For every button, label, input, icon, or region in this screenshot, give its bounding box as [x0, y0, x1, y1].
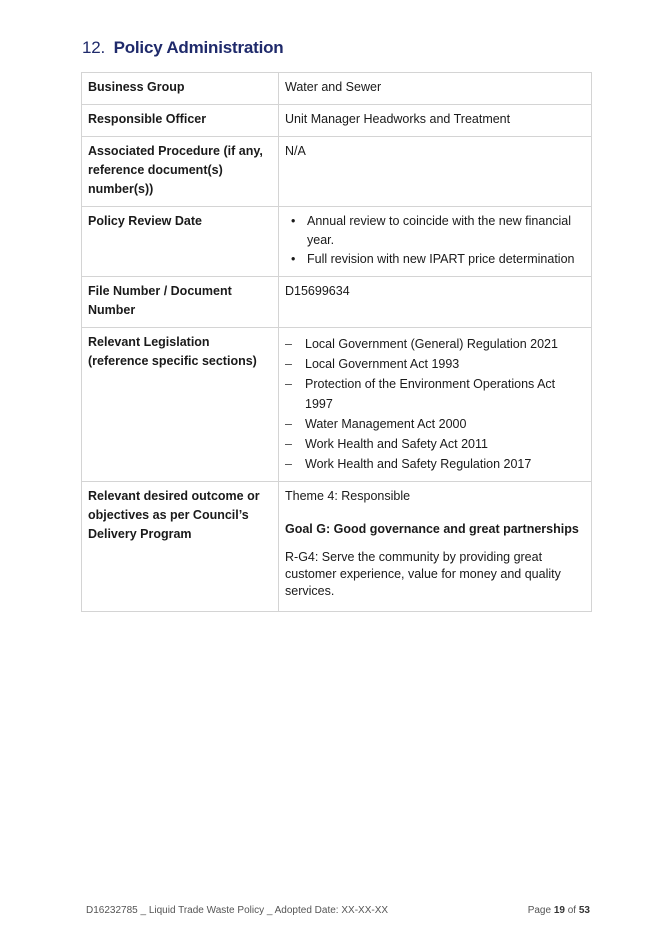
list-item: – Water Management Act 2000: [305, 414, 585, 434]
relevant-legislation-label: Relevant Legislation (reference specific sections): [82, 328, 279, 482]
associated-procedure-label: Associated Procedure (if any, reference document(s) number(s)): [82, 137, 279, 207]
page-current: 19: [553, 905, 565, 916]
business-group-value: Water and Sewer: [279, 73, 592, 105]
theme-text: Theme 4: Responsible: [285, 489, 411, 503]
table-row-relevant-legislation: [82, 328, 592, 482]
table-row-file-number: [82, 277, 592, 328]
table-row-responsible-officer: [82, 105, 592, 137]
objective-text: R-G4: Serve the community by providing great customer experience, value for money and quality services.: [285, 550, 561, 598]
list-item: – Local Government (General) Regulation 2021: [305, 334, 585, 354]
section-number: 12.: [82, 38, 106, 57]
list-item: – Protection of the Environment Operations Act 1997: [305, 374, 585, 414]
section-title: Policy Administration: [113, 38, 284, 57]
responsible-officer-label: Responsible Officer: [82, 105, 279, 137]
table-row-associated-procedure: [82, 137, 592, 207]
list-item: – Work Health and Safety Act 2011: [305, 434, 585, 454]
list-item: • Full revision with new IPART price determination: [307, 250, 585, 269]
policy-review-date-value: [279, 207, 592, 277]
associated-procedure-value: N/A: [279, 137, 592, 207]
legislation-list: [285, 334, 585, 474]
page-prefix: Page: [527, 905, 552, 916]
policy-administration-table: [81, 72, 592, 612]
goal-text: Goal G: Good governance and great partnerships: [285, 522, 579, 536]
page-total: 53: [578, 905, 590, 916]
file-number-value: D15699634: [279, 277, 592, 328]
table-row-business-group: [82, 73, 592, 105]
desired-outcome-value: [279, 482, 592, 612]
footer-doc-info: D16232785 _ Liquid Trade Waste Policy _ Adopted Date: XX-XX-XX: [86, 905, 389, 916]
file-number-label: File Number / Document Number: [82, 277, 279, 328]
review-date-list: [285, 212, 585, 269]
desired-outcome-label: Relevant desired outcome or objectives as per Council’s Delivery Program: [82, 482, 279, 612]
responsible-officer-value: Unit Manager Headworks and Treatment: [279, 105, 592, 137]
page-of: of: [567, 905, 577, 916]
table-row-desired-outcome: [82, 482, 592, 612]
business-group-label: Business Group: [82, 73, 279, 105]
footer-page-number: [528, 905, 590, 916]
section-heading: [82, 38, 284, 58]
table-row-policy-review-date: [82, 207, 592, 277]
list-item: – Local Government Act 1993: [305, 354, 585, 374]
list-item: – Work Health and Safety Regulation 2017: [305, 454, 585, 474]
list-item: • Annual review to coincide with the new financial year.: [307, 212, 585, 250]
policy-review-date-label: Policy Review Date: [82, 207, 279, 277]
relevant-legislation-value: [279, 328, 592, 482]
